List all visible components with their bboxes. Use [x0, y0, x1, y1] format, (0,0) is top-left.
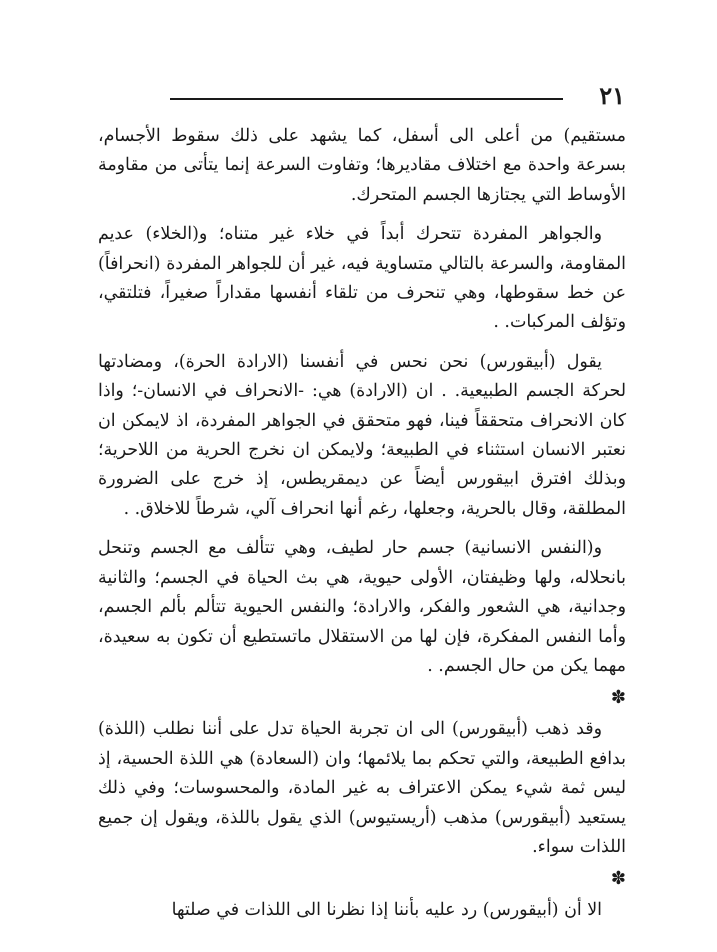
paragraph-6: الا أن (أبيقورس) رد عليه بأننا إذا نظرنا الى اللذات في صلتها [171, 900, 602, 921]
paragraph-5: وقد ذهب (أبيقورس) الى ان تجربة الحياة تدل على أننا نطلب (اللذة) بدافع الطبيعة، والتي تحكم بما يلائمها؛ وان (السعادة) هي اللذة الحسية، إذ ليس ثمة شيء يمكن الاعتراف به غير المادة، والمحسوسات؛ وفي ذلك يستعيد (أبيقورس) مذهب (أريستيوس) الذي يقول باللذة، ويقول إن جميع اللذات سواء. [98, 719, 626, 857]
header-rule [170, 98, 563, 100]
text-body [98, 122, 626, 926]
paragraph-4: و(النفس الانسانية) جسم حار لطيف، وهي تتألف مع الجسم وتنحل بانحلاله، ولها وظيفتان، الأولى حيوية، هي بث الحياة في الجسم؛ والثانية وجدانية، هي الشعور والفكر، والارادة؛ والنفس الحيوية تتألم بألم الجسم، وأما النفس المفكرة، فإن لها من الاستقلال ماتستطيع أن تكون به سعيدة، مهما يكن من حال الجسم. . [98, 538, 626, 676]
paragraph-3: يقول (أبيقورس) نحن نحس في أنفسنا (الارادة الحرة)، ومضادتها لحركة الجسم الطبيعية. . ان (الارادة) هي: -الانحراف في الانسان-؛ واذا كان الانحراف متحققاً فينا، فهو متحقق في الجواهر المفردة، اذ لايمكن ان نعتبر الانسان استثناء في الطبيعة؛ ولايمكن ان نخرج الحرية من اللاحرية؛ وبذلك افترق ابيقورس أيضاً عن ديمقريطس، إذ خرج على الضرورة المطلقة، وقال بالحرية، وجعلها، رغم أنها انحراف آلي، شرطاً للاخلاق. . [98, 351, 626, 519]
section-separator-1: ✽ [610, 687, 626, 709]
page-header [95, 82, 625, 110]
paragraph-2: والجواهر المفردة تتحرك أبداً في خلاء غير متناه؛ و(الخلاء) عديم المقاومة، والسرعة بالتالي متساوية فيه، غير أن للجواهر المفردة (انحرافاً) عن خط سقوطها، وهي تنحرف من تلقاء أنفسها مقداراً صغيراً، فتلتقي، وتؤلف المركبات. . [98, 224, 626, 333]
page-number: ٢١ [599, 81, 625, 110]
paragraph-1: مستقيم) من أعلى الى أسفل، كما يشهد على ذلك سقوط الأجسام، بسرعة واحدة مع اختلاف مقاديرها؛ وتفاوت السرعة إنما يتأتى من مقاومة الأوساط التي يجتازها الجسم المتحرك. [98, 126, 626, 205]
section-separator-2: ✽ [610, 868, 626, 890]
